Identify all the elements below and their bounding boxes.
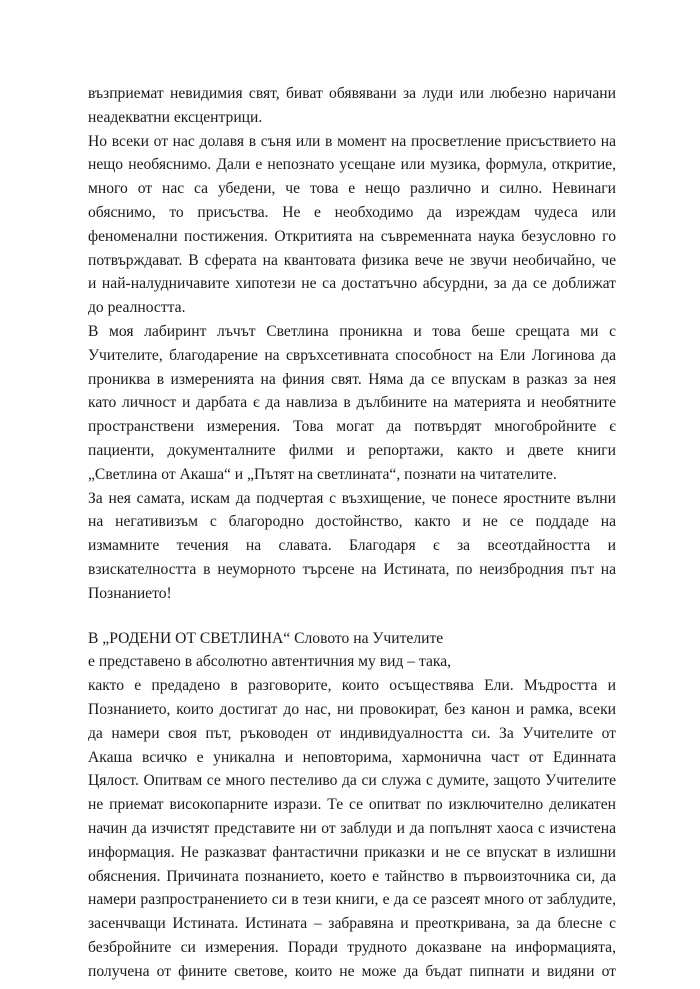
text-line: В моя лабиринт лъчът Светлина проникна и това беше срещата ми с <box>88 322 616 340</box>
text-line: потвърждават. В сферата на квантовата физика вече не звучи необичайно, че <box>88 251 616 269</box>
text-line: „Светлина от Акаша“ и „Пътят на светлината“, познати на читателите. <box>88 465 557 483</box>
text-line: както е предадено в разговорите, които осъществява Ели. Мъдростта и <box>88 677 616 695</box>
paragraph <box>88 487 616 606</box>
text-line: измамните течения на славата. Благодаря є за всеотдайността и <box>88 537 616 555</box>
text-line: Но всеки от нас долавя в съня или в момент на просветление присъствието на <box>88 132 616 150</box>
paragraph <box>88 82 616 130</box>
paragraph <box>88 627 616 984</box>
text-line: неадекватни ексцентрици. <box>88 108 263 126</box>
text-line: прониква в измеренията на финия свят. Няма да се впускам в разказ за нея <box>88 370 616 388</box>
text-line: получена от фините светове, които не може да бъдат пипнати и видяни от <box>88 962 616 980</box>
text-line: нещо необяснимо. Дали е непознато усещане или музика, формула, откритие, <box>88 156 616 174</box>
text-line: феноменални постижения. Откритията на съвременната наука безусловно го <box>88 227 616 245</box>
text-line: обяснимо, то присъства. Не е необходимо да изреждам чудеса или <box>88 203 616 221</box>
text-line: на негативизъм с благородно достойнство, както и не се поддаде на <box>88 513 616 531</box>
text-line: до реалността. <box>88 299 186 317</box>
text-line: Акаша всичко е уникална и неповторима, хармонична част от Единната <box>88 748 616 766</box>
text-line: взискателността в неуморното търсене на Истината, по неизбродния път на <box>88 560 616 578</box>
text-line: безбройните си измерения. Поради трудното доказване на информацията, <box>88 938 616 956</box>
text-line: пространствени измерения. Това могат да потвърдят многобройните є <box>88 418 616 436</box>
paragraph <box>88 320 616 487</box>
text-line: Цялост. Опитвам се много пестеливо да си служа с думите, защото Учителите <box>88 772 616 790</box>
text-line: пациенти, документалните филми и репортажи, както и двете книги <box>88 441 616 459</box>
paragraph-spacer <box>88 606 616 627</box>
text-line: възприемат невидимия свят, биват обявявани за луди или любезно наричани <box>88 85 616 102</box>
text-line: намери разпространението си в тези книги, е да се разсеят много от заблудите, <box>88 891 616 909</box>
text-line: обяснения. Причината познанието, което е тайнство в първоизточника си, да <box>88 867 616 885</box>
text-line: много от нас са убедени, че това е нещо различно и силно. Невинаги <box>88 180 616 198</box>
text-line: В „РОДЕНИ ОТ СВЕТЛИНА“ Словото на Учителите <box>88 629 444 647</box>
text-line: Познанието, които достигат до нас, ни провокират, без канон и рамка, всеки <box>88 700 616 718</box>
text-line: информация. Не разказват фантастични приказки и не се впускат в излишни <box>88 843 616 861</box>
text-line: не приемат високопарните изрази. Те се опитват по изключително деликатен <box>88 796 616 814</box>
text-line: начин да изчистят представите ни от заблуди и да попълнят хаоса с изчистена <box>88 819 616 837</box>
text-line: да намери своя път, ръководен от индивидуалността си. За Учителите от <box>88 724 616 742</box>
text-line: засенчващи Истината. Истината – забравяна и преоткривана, за да блесне с <box>88 915 616 933</box>
text-line: За нея самата, искам да подчертая с възхищение, че понесе яростните вълни <box>88 489 616 507</box>
text-line: е представено в абсолютно автентичния му вид – така, <box>88 653 452 671</box>
paragraph <box>88 130 616 320</box>
text-line: като личност и дарбата є да навлиза в дълбините на материята и необятните <box>88 394 616 412</box>
body-text <box>88 82 616 983</box>
text-line: Познанието! <box>88 584 172 602</box>
text-line: и най-налудничавите хипотези не са достатъчно абсурдни, за да се доближат <box>88 275 616 293</box>
text-line: Учителите, благодарение на свръхсетивната способност на Ели Логинова да <box>88 346 616 364</box>
